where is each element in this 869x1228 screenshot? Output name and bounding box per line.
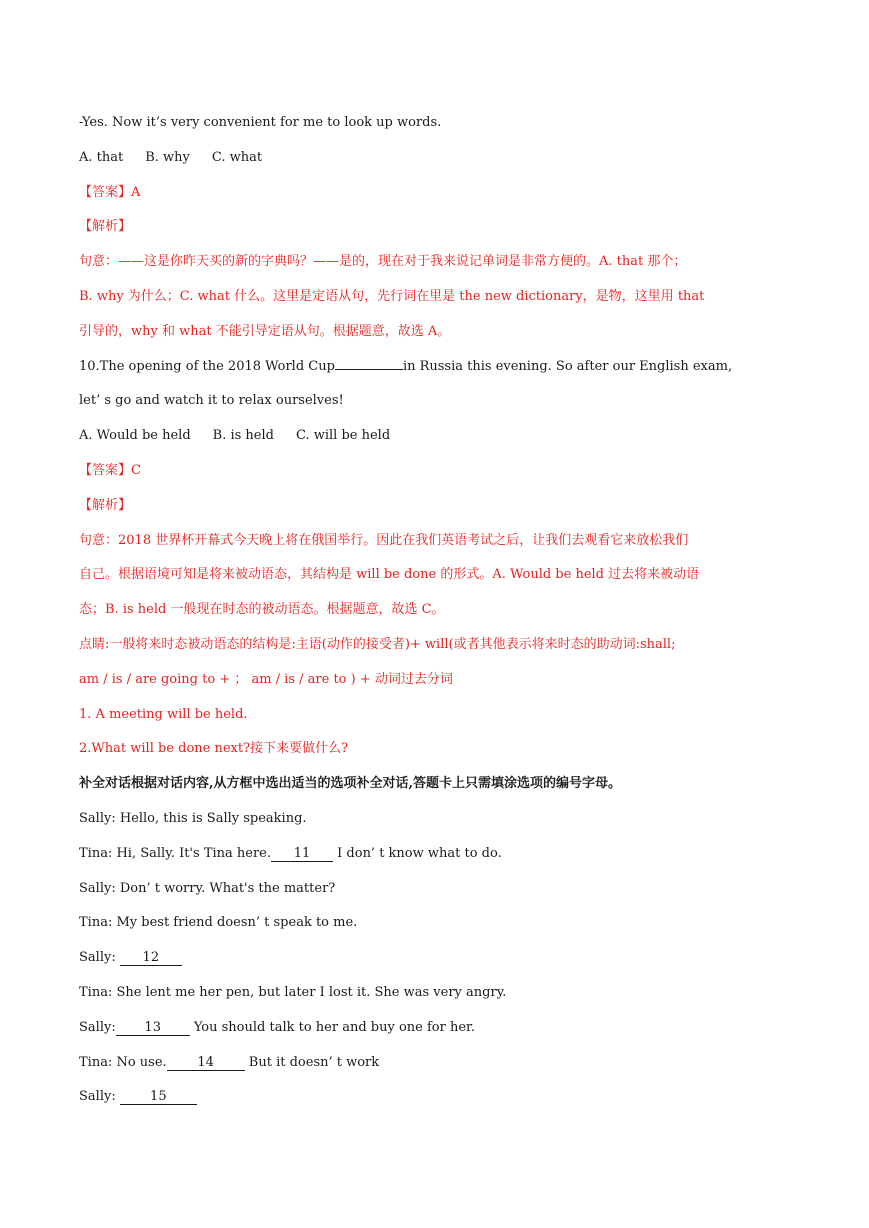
q10-stem-line2: let’ s go and watch it to relax ourselves! [79,393,344,409]
dialogue-text: Tina: No use. [79,1054,167,1070]
blank-12: 12 [120,950,182,966]
dialogue-text: Sally: [79,1089,120,1105]
dialogue-text: But it doesn’ t work [244,1054,380,1070]
dialogue-line: Tina: My best friend doesn’ t speak to me. [79,915,358,931]
q9-option-a: A. that [79,149,124,165]
q9-analysis-label: 【解析】 [79,219,132,235]
dialogue-line [79,1046,799,1081]
q10-example-line: 1. A meeting will be held. [79,706,248,722]
q10-option-a: A. Would be held [79,428,191,444]
q9-options [79,141,799,176]
dialogue-line [79,1080,799,1115]
dialogue-text: Sally: [79,950,120,966]
q10-tip-line: 点睛:一般将来时态被动语态的结构是:主语(动作的接受者)+ will(或者其他表示将来时态的助动词:shall; [79,636,676,652]
q10-analysis-line: 态；B. is held 一般现在时态的被动语态。根据题意，故选 C。 [79,602,445,618]
dialogue-line [79,1011,799,1046]
q10-option-c: C. will be held [295,428,391,444]
document-page [79,106,799,1115]
dialogue-text: I don’ t know what to do. [333,845,502,861]
dialogue-line [79,941,799,976]
q10-blank [335,369,403,370]
q9-option-b: B. why [145,149,190,165]
q9-reply: -Yes. Now it’s very convenient for me to look up words. [79,115,442,130]
q10-options [79,419,799,454]
q10-answer: 【答案】C [79,462,141,478]
q10-stem-before: 10.The opening of the 2018 World Cup [79,358,335,374]
dialogue-line: Sally: Don’ t worry. What's the matter? [79,880,336,896]
dialogue-line: Tina: She lent me her pen, but later I lost it. She was very angry. [79,984,507,1000]
q10-analysis-line: 自己。根据语境可知是将来被动语态，其结构是 will be done 的形式。A. Would be held 过去将来被动语 [79,567,700,583]
dialogue-line: Sally: Hello, this is Sally speaking. [79,810,307,826]
q9-option-c: C. what [211,149,263,165]
dialogue-text: You should talk to her and buy one for her. [189,1019,475,1035]
q10-option-b: B. is held [212,428,274,444]
dialogue-text: Tina: Hi, Sally. It's Tina here. [79,845,272,861]
q9-analysis-line: 引导的，why 和 what 不能引导定语从句。根据题意，故选 A。 [79,323,451,339]
q9-answer: 【答案】A [79,184,141,200]
q10-analysis-line: 句意：2018 世界杯开幕式今天晚上将在俄国举行。因此在我们英语考试之后，让我们去观看它来放松我们 [79,532,689,548]
blank-11: 11 [271,846,333,862]
dialogue-text: Sally: [79,1019,116,1035]
q9-analysis-line: 句意：——这是你昨天买的新的字典吗？——是的，现在对于我来说记单词是非常方便的。A. that 那个； [79,254,687,270]
blank-13: 13 [116,1020,190,1036]
q10-tip-line: am / is / are going to + ； am / is / are to ) + 动词过去分词 [79,671,453,687]
dialogue-instruction: 补全对话根据对话内容,从方框中选出适当的选项补全对话,答题卡上只需填涂选项的编号字母。 [79,776,622,792]
q10-example-line: 2.What will be done next?接下来要做什么? [79,741,349,757]
dialogue-line [79,837,799,872]
q10-stem [79,350,799,385]
blank-14: 14 [167,1055,245,1071]
q10-analysis-label: 【解析】 [79,497,132,513]
q10-stem-after: in Russia this evening. So after our English exam, [402,358,733,374]
q9-analysis-line: B. why 为什么；C. what 什么。这里是定语从句，先行词在里是 the new dictionary，是物，这里用 that [79,288,705,304]
blank-15: 15 [120,1089,197,1105]
